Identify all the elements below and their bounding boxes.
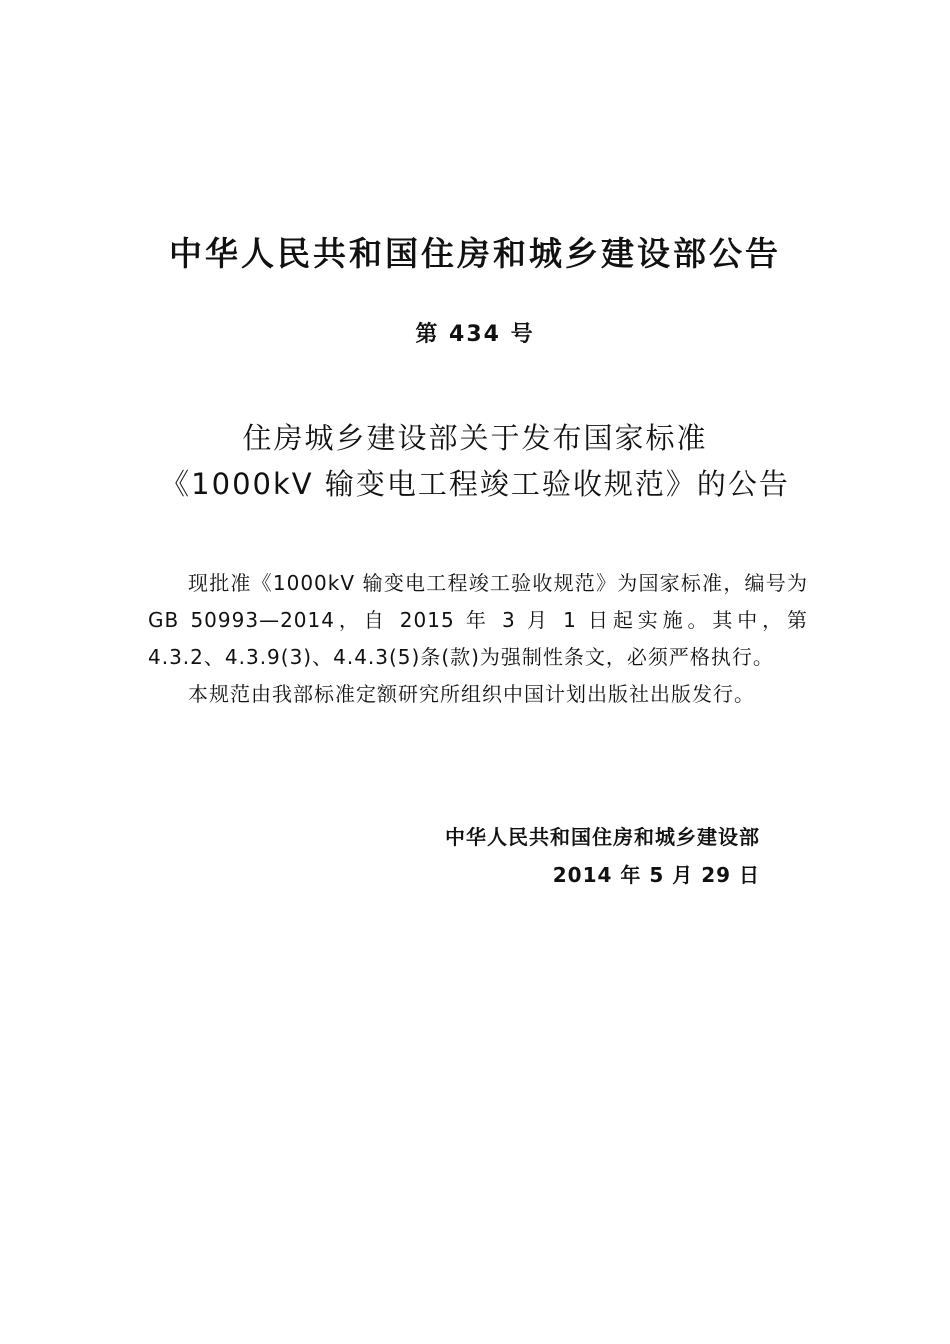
body-paragraph-approval: 现批准《1000kV 输变电工程竣工验收规范》为国家标准，编号为 GB 50993—2014，自 2015 年 3 月 1 日起实施。其中，第 4.3.2、4.3.9(3)、4.4.3(5)条(款)为强制性条文，必须严格执行。 xyxy=(148,571,808,669)
subject-line-2: 《1000kV 输变电工程竣工验收规范》的公告 xyxy=(160,467,790,501)
issue-date: 2014 年 5 月 29 日 xyxy=(552,863,760,887)
issuer-name: 中华人民共和国住房和城乡建设部 xyxy=(445,825,760,849)
subject-line-1: 住房城乡建设部关于发布国家标准 xyxy=(242,421,708,455)
body-paragraph-publication: 本规范由我部标准定额研究所组织中国计划出版社出版发行。 xyxy=(188,682,755,706)
announcement-number: 第 434 号 xyxy=(415,322,535,347)
announcement-title: 中华人民共和国住房和城乡建设部公告 xyxy=(169,234,781,273)
signature-block xyxy=(445,818,760,894)
announcement-body xyxy=(148,565,808,713)
